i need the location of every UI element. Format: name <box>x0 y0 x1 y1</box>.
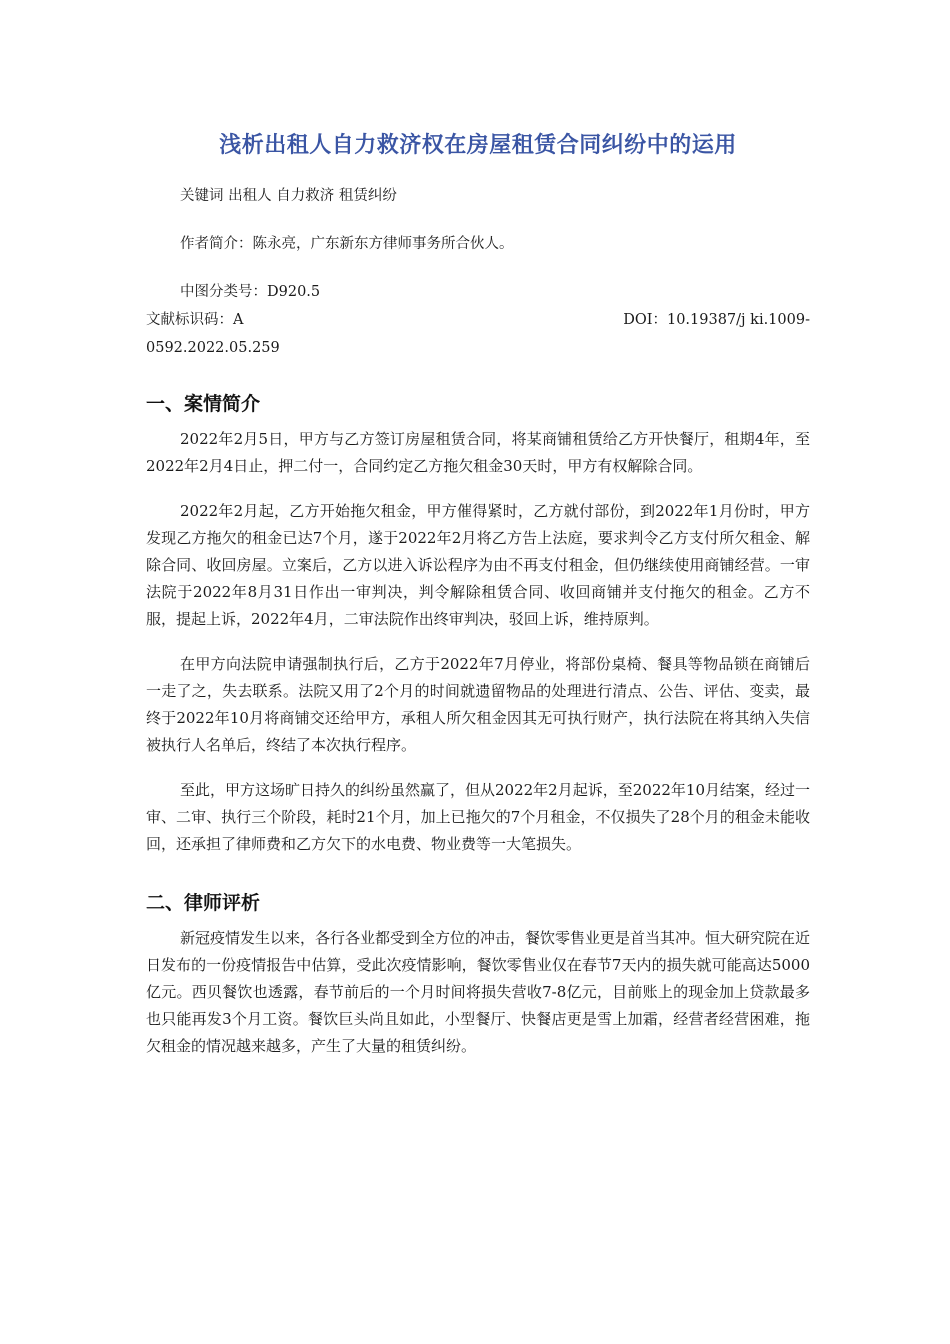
section-heading: 二、律师评析 <box>146 892 261 914</box>
author-bio: 作者简介：陈永亮，广东新东方律师事务所合伙人。 <box>180 236 514 252</box>
keywords: 关键词 出租人 自力救济 租赁纠纷 <box>180 188 397 204</box>
document-code-row <box>146 309 810 331</box>
paragraph: 新冠疫情发生以来，各行各业都受到全方位的冲击，餐饮零售业更是首当其冲。恒大研究院在近日发布的一份疫情报告中估算，受此次疫情影响，餐饮零售业仅在春节7天内的损失就可能高达5000亿元。西贝餐饮也透露，春节前后的一个月时间将损失营收7-8亿元，目前账上的现金加上贷款最多也只能再发3个月工资。餐饮巨头尚且如此，小型餐厅、快餐店更是雪上加霜，经营者经营困难，拖欠租金的情况越来越多，产生了大量的租赁纠纷。 <box>146 929 811 1055</box>
paragraph: 2022年2月5日，甲方与乙方签订房屋租赁合同，将某商铺租赁给乙方开快餐厅，租期4年，至2022年2月4日止，押二付一，合同约定乙方拖欠租金30天时，甲方有权解除合同。 <box>146 430 810 475</box>
paragraph: 在甲方向法院申请强制执行后，乙方于2022年7月停业，将部份桌椅、餐具等物品锁在商铺后一走了之，失去联系。法院又用了2个月的时间就遗留物品的处理进行清点、公告、评估、变卖，最终于2022年10月将商铺交还给甲方，承租人所欠租金因其无可执行财产，执行法院在将其纳入失信被执行人名单后，终结了本次执行程序。 <box>146 655 810 754</box>
paragraph: 2022年2月起，乙方开始拖欠租金，甲方催得紧时，乙方就付部份，到2022年1月份时，甲方发现乙方拖欠的租金已达7个月，遂于2022年2月将乙方告上法庭，要求判令乙方支付所欠租金、解除合同、收回房屋。立案后，乙方以进入诉讼程序为由不再支付租金，但仍继续使用商铺经营。一审法院于2022年8月31日作出一审判决，判令解除租赁合同、收回商铺并支付拖欠的租金。乙方不服，提起上诉，2022年4月，二审法院作出终审判决，驳回上诉，维持原判。 <box>146 502 810 628</box>
section-heading: 一、案情简介 <box>146 393 261 415</box>
article-page <box>146 128 810 1068</box>
article-title: 浅析出租人自力救济权在房屋租赁合同纠纷中的运用 <box>219 133 737 158</box>
classification-number: 中图分类号：D920.5 <box>180 284 321 300</box>
doi: DOI：10.19387/j ki.1009- <box>623 312 810 328</box>
doi-continuation: 0592.2022.05.259 <box>146 340 280 356</box>
document-code: 文献标识码：A <box>146 312 244 328</box>
paragraph: 至此，甲方这场旷日持久的纠纷虽然赢了，但从2022年2月起诉，至2022年10月结案，经过一审、二审、执行三个阶段，耗时21个月，加上已拖欠的7个月租金，不仅损失了28个月的租金未能收回，还承担了律师费和乙方欠下的水电费、物业费等一大笔损失。 <box>146 781 810 853</box>
